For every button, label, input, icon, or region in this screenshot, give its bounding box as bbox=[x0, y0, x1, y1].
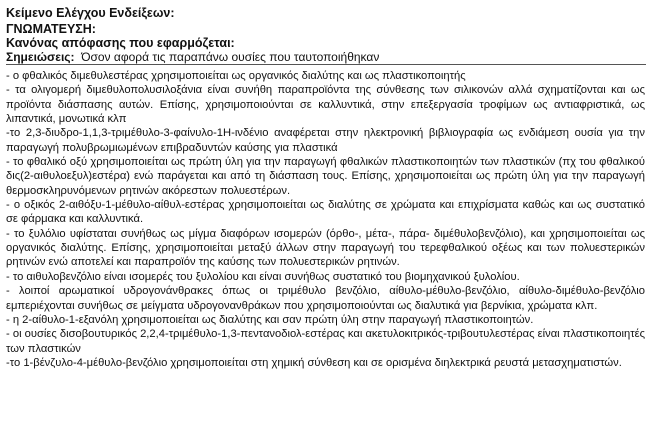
header-text-control-label: Κείμενο Ελέγχου Ενδείξεων: bbox=[6, 6, 175, 20]
paragraph-xylene: - το ξυλόλιο υφίσταται συνήθως ως μίγμα διαφόρων ισομερών (όρθο-, μέτα-, πάρα- διμέθυλοβενζόλιο), και χρησιμοποιείται ως οργανικός διαλύτης. Επίσης, χρησιμοποιείται μεταξύ άλλων στην παραγωγή του τερεφθαλικού οξέως και των πολυεστερικών ρητινών ενώ αποτελεί και παραπροϊόν της καύσης των πολυεστερικών ρητινών. bbox=[6, 227, 645, 269]
notes-intro: Όσον αφορά τις παραπάνω ουσίες που ταυτοποιήθηκαν bbox=[81, 50, 380, 64]
paragraph-ethoxy-propyl-acetate: - ο οξικός 2-αιθόξυ-1-μέθυλο-αίθυλ-εστέρας χρησιμοποιείται ως διαλύτης σε χρώματα και επιχρίσματα καθώς και ως συστατικό σε φάρμακα και καλλυντικά. bbox=[6, 199, 645, 226]
notes-body bbox=[6, 69, 645, 370]
opinion-heading: ΓΝΩΜΑΤΕΥΣΗ: bbox=[6, 22, 96, 36]
paragraph-phthalic-acid: - το φθαλικό οξύ χρησιμοποιείται ως πρώτη ύλη για την παραγωγή φθαλικών πλαστικοποιητών των πλαστικών (πχ του φθαλικού δις(2-αιθυλοεξυλ)εστέρα) ενώ παράγεται και από τη διάσπαση τους. Επίσης, χρησιμοποιείται ως πρώτη ύλη για την παραγωγή θερμοσκληρυνόμενων ρητινών ακόρεστων πολυεστέρων. bbox=[6, 156, 645, 197]
paragraph-aromatic-hydrocarbons: - λοιποί αρωματικοί υδρογονάνθρακες όπως οι τριμέθυλο βενζόλιο, αίθυλο-μέθυλο-βενζόλιο, αίθυλο-διμέθυλο-βενζόλιο εμπεριέχονται συνήθως σε μείγματα υδρογονανθράκων που χρησιμοποιούνται ως διαλυτικά για βερνίκια, χρώματα κλπ. bbox=[6, 285, 645, 312]
paragraph-ethylbenzene: - το αιθυλοβενζόλιο είναι ισομερές του ξυλολίου και είναι συνήθως συστατικό του βιομηχανικού ξυλολίου. bbox=[6, 270, 520, 283]
paragraph-plasticizers: - οι ουσίες δισοβουτυρικός 2,2,4-τριμέθυλο-1,3-πεντανοδιολ-εστέρας και ακετυλοκιτρικός-τριβουτυλεστέρας είναι πλαστικοποιητές των πλαστικών bbox=[6, 328, 645, 355]
decision-rule-heading: Κανόνας απόφασης που εφαρμόζεται: bbox=[6, 36, 235, 50]
paragraph-siloxanes: - τα ολιγομερή διμεθυλοπολυσιλοξάνια είναι συνήθη παραπροϊόντα της σύνθεσης των σιλικονών αλλά σχηματίζονται και ως προϊόντα διάσπασης αυτών. Επίσης, χρησιμοποιούνται σε καλλυντικά, στην επεξεργασία τροφίμων ως αντιαφριστικά, ως λιπαντικά, μονωτικά κλπ bbox=[6, 84, 645, 126]
notes-row bbox=[6, 50, 379, 64]
paragraph-benzyl-methylbenzene: -το 1-βένζυλο-4-μέθυλο-βενζόλιο χρησιμοποιείται στη χημική σύνθεση και σε ορισμένα διηλεκτρικά ρευστά μετασχηματιστών. bbox=[6, 356, 622, 369]
paragraph-ethylhexanol: - η 2-αίθυλο-1-εξανόλη χρησιμοποιείται ως διαλύτης και σαν πρώτη ύλη στην παραγωγή πλαστικοποιητών. bbox=[6, 313, 534, 326]
paragraph-dimethyl-phthalate: - ο φθαλικός διμεθυλεστέρας χρησιμοποιείται ως οργανικός διαλύτης και ως πλαστικοποιητής bbox=[6, 70, 466, 82]
paragraph-indene: -το 2,3-διυδρο-1,1,3-τριμέθυλο-3-φαίνυλο-1Η-ινδένιο αναφέρεται στην ηλεκτρονική βιβλιογραφία ως ενδιάμεση ουσία για την παραγωγή πολυβρωμιωμένων επιβραδυντών καύσης για πλαστικά bbox=[6, 127, 645, 154]
separator-line bbox=[6, 64, 646, 65]
notes-label: Σημειώσεις: bbox=[6, 50, 75, 64]
